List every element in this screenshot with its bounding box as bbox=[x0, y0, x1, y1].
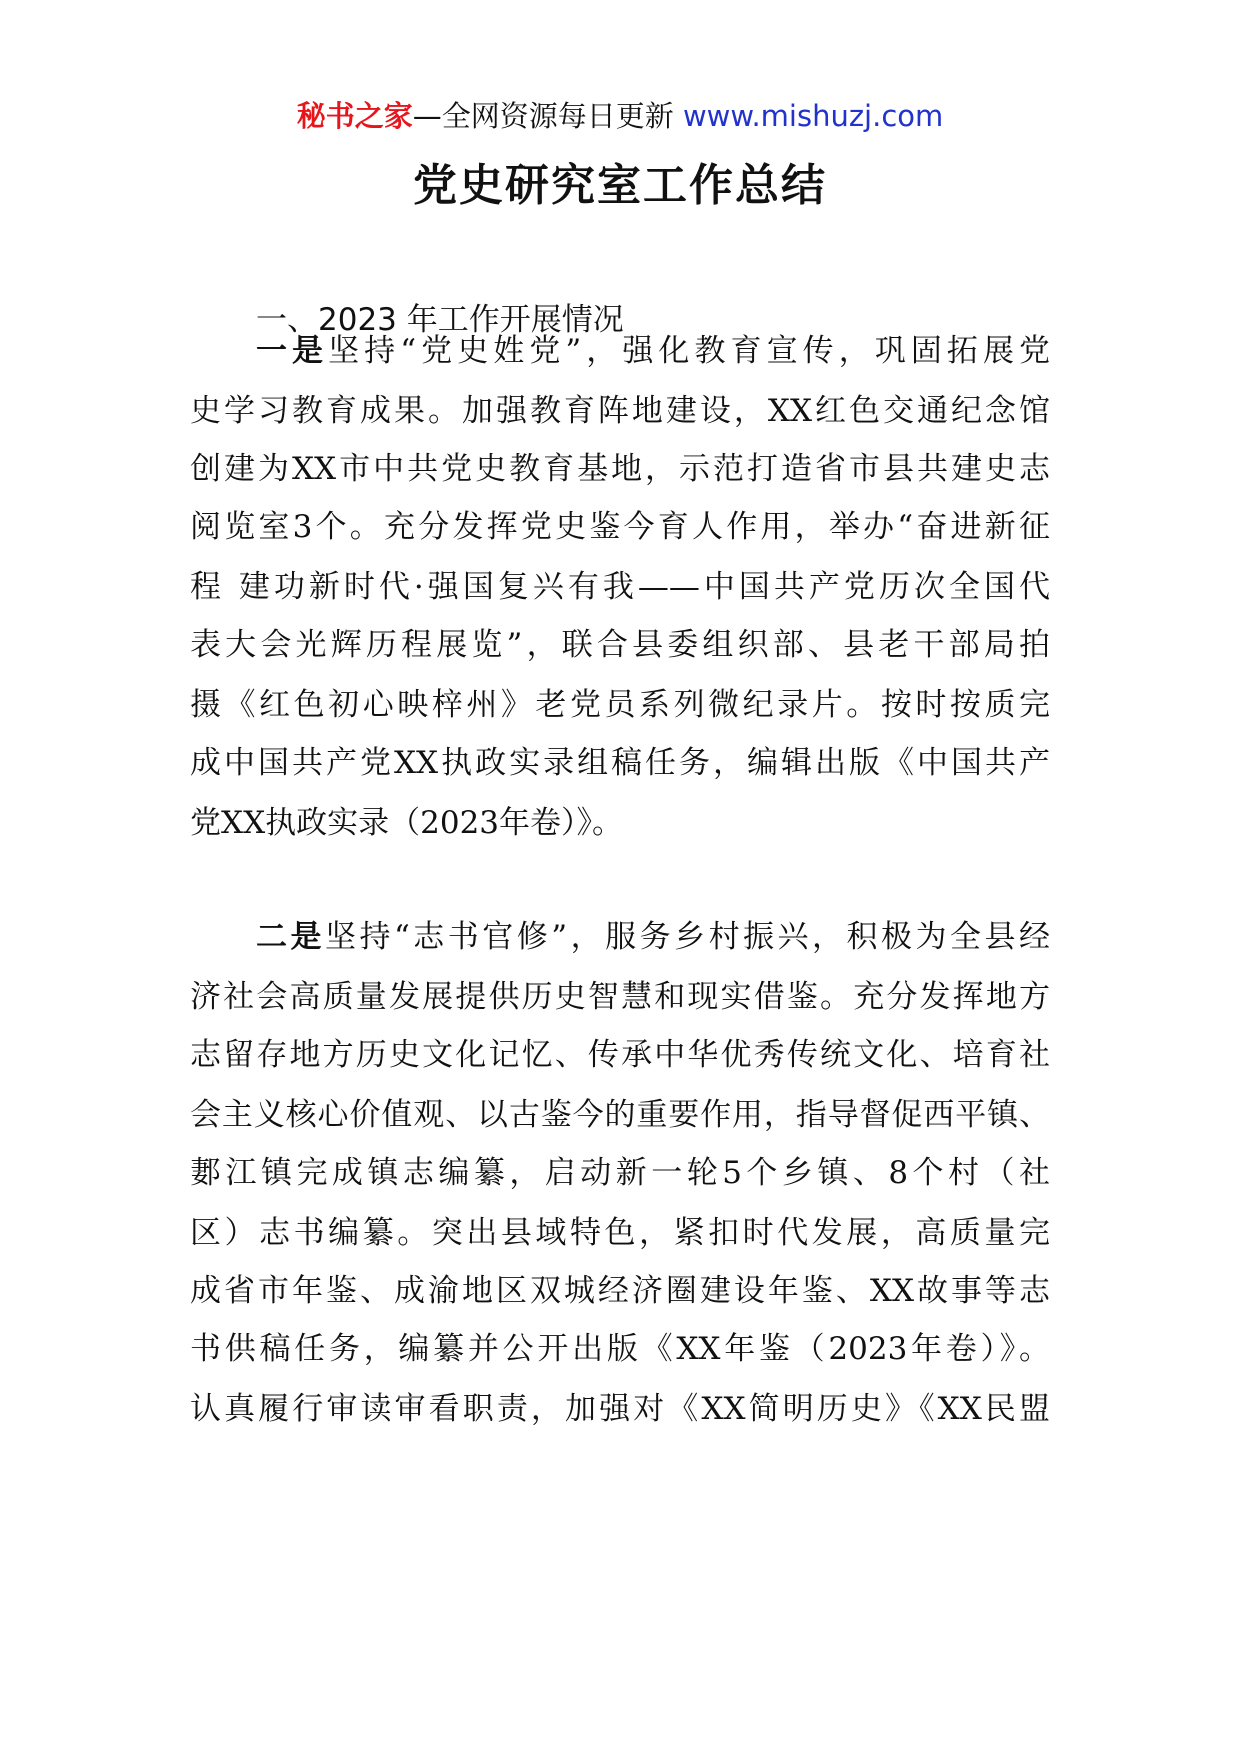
paragraph-line: 会主义核心价值观、以古鉴今的重要作用，指导督促西平镇、 bbox=[190, 1097, 1050, 1133]
paragraph-line: 成中国共产党XX执政实录组稿任务，编辑出版《中国共产 bbox=[190, 745, 1050, 781]
site-header bbox=[0, 98, 1240, 134]
paragraph-text: 坚持“志书官修”，服务乡村振兴，积极为全县经 bbox=[324, 919, 1050, 955]
paragraph-line: 书供稿任务，编纂并公开出版《XX年鉴（2023年卷）》。 bbox=[190, 1331, 1050, 1367]
site-url-link[interactable]: www.mishuzj.com bbox=[682, 99, 944, 133]
section-heading: 一、2023 年工作开展情况 bbox=[256, 302, 624, 338]
paragraph-line: 阅览室3个。充分发挥党史鉴今育人作用，举办“奋进新征 bbox=[190, 509, 1050, 545]
paragraph-line: 表大会光辉历程展览”，联合县委组织部、县老干部局拍 bbox=[190, 627, 1050, 663]
paragraph-line: 志留存地方历史文化记忆、传承中华优秀传统文化、培育社 bbox=[190, 1037, 1050, 1073]
paragraph-line bbox=[256, 330, 1050, 372]
document-title: 党史研究室工作总结 bbox=[413, 160, 827, 211]
paragraph-lead: 一是 bbox=[256, 333, 329, 369]
site-brand: 秘书之家 bbox=[296, 99, 413, 133]
paragraph-line: 济社会高质量发展提供历史智慧和现实借鉴。充分发挥地方 bbox=[190, 979, 1050, 1015]
paragraph-line: 区）志书编纂。突出县域特色，紧扣时代发展，高质量完 bbox=[190, 1215, 1050, 1251]
paragraph-line bbox=[256, 916, 1050, 958]
paragraph-line: 程 建功新时代·强国复兴有我——中国共产党历次全国代 bbox=[190, 569, 1050, 605]
paragraph-line: 认真履行审读审看职责，加强对《XX简明历史》《XX民盟 bbox=[190, 1391, 1050, 1427]
paragraph-line: 史学习教育成果。加强教育阵地建设，XX红色交通纪念馆 bbox=[190, 393, 1050, 429]
site-tagline: —全网资源每日更新 bbox=[412, 99, 683, 133]
paragraph-text: 坚持“党史姓党”，强化教育宣传，巩固拓展党 bbox=[328, 333, 1050, 369]
paragraph-line: 摄《红色初心映梓州》老党员系列微纪录片。按时按质完 bbox=[190, 687, 1050, 723]
paragraph-line: 郪江镇完成镇志编纂，启动新一轮5个乡镇、8个村（社 bbox=[190, 1155, 1050, 1191]
paragraph-lead: 二是 bbox=[256, 919, 325, 955]
paragraph-line: 成省市年鉴、成渝地区双城经济圈建设年鉴、XX故事等志 bbox=[190, 1273, 1050, 1309]
paragraph-line: 创建为XX市中共党史教育基地，示范打造省市县共建史志 bbox=[190, 451, 1050, 487]
paragraph-line: 党XX执政实录（2023年卷）》。 bbox=[190, 805, 624, 841]
